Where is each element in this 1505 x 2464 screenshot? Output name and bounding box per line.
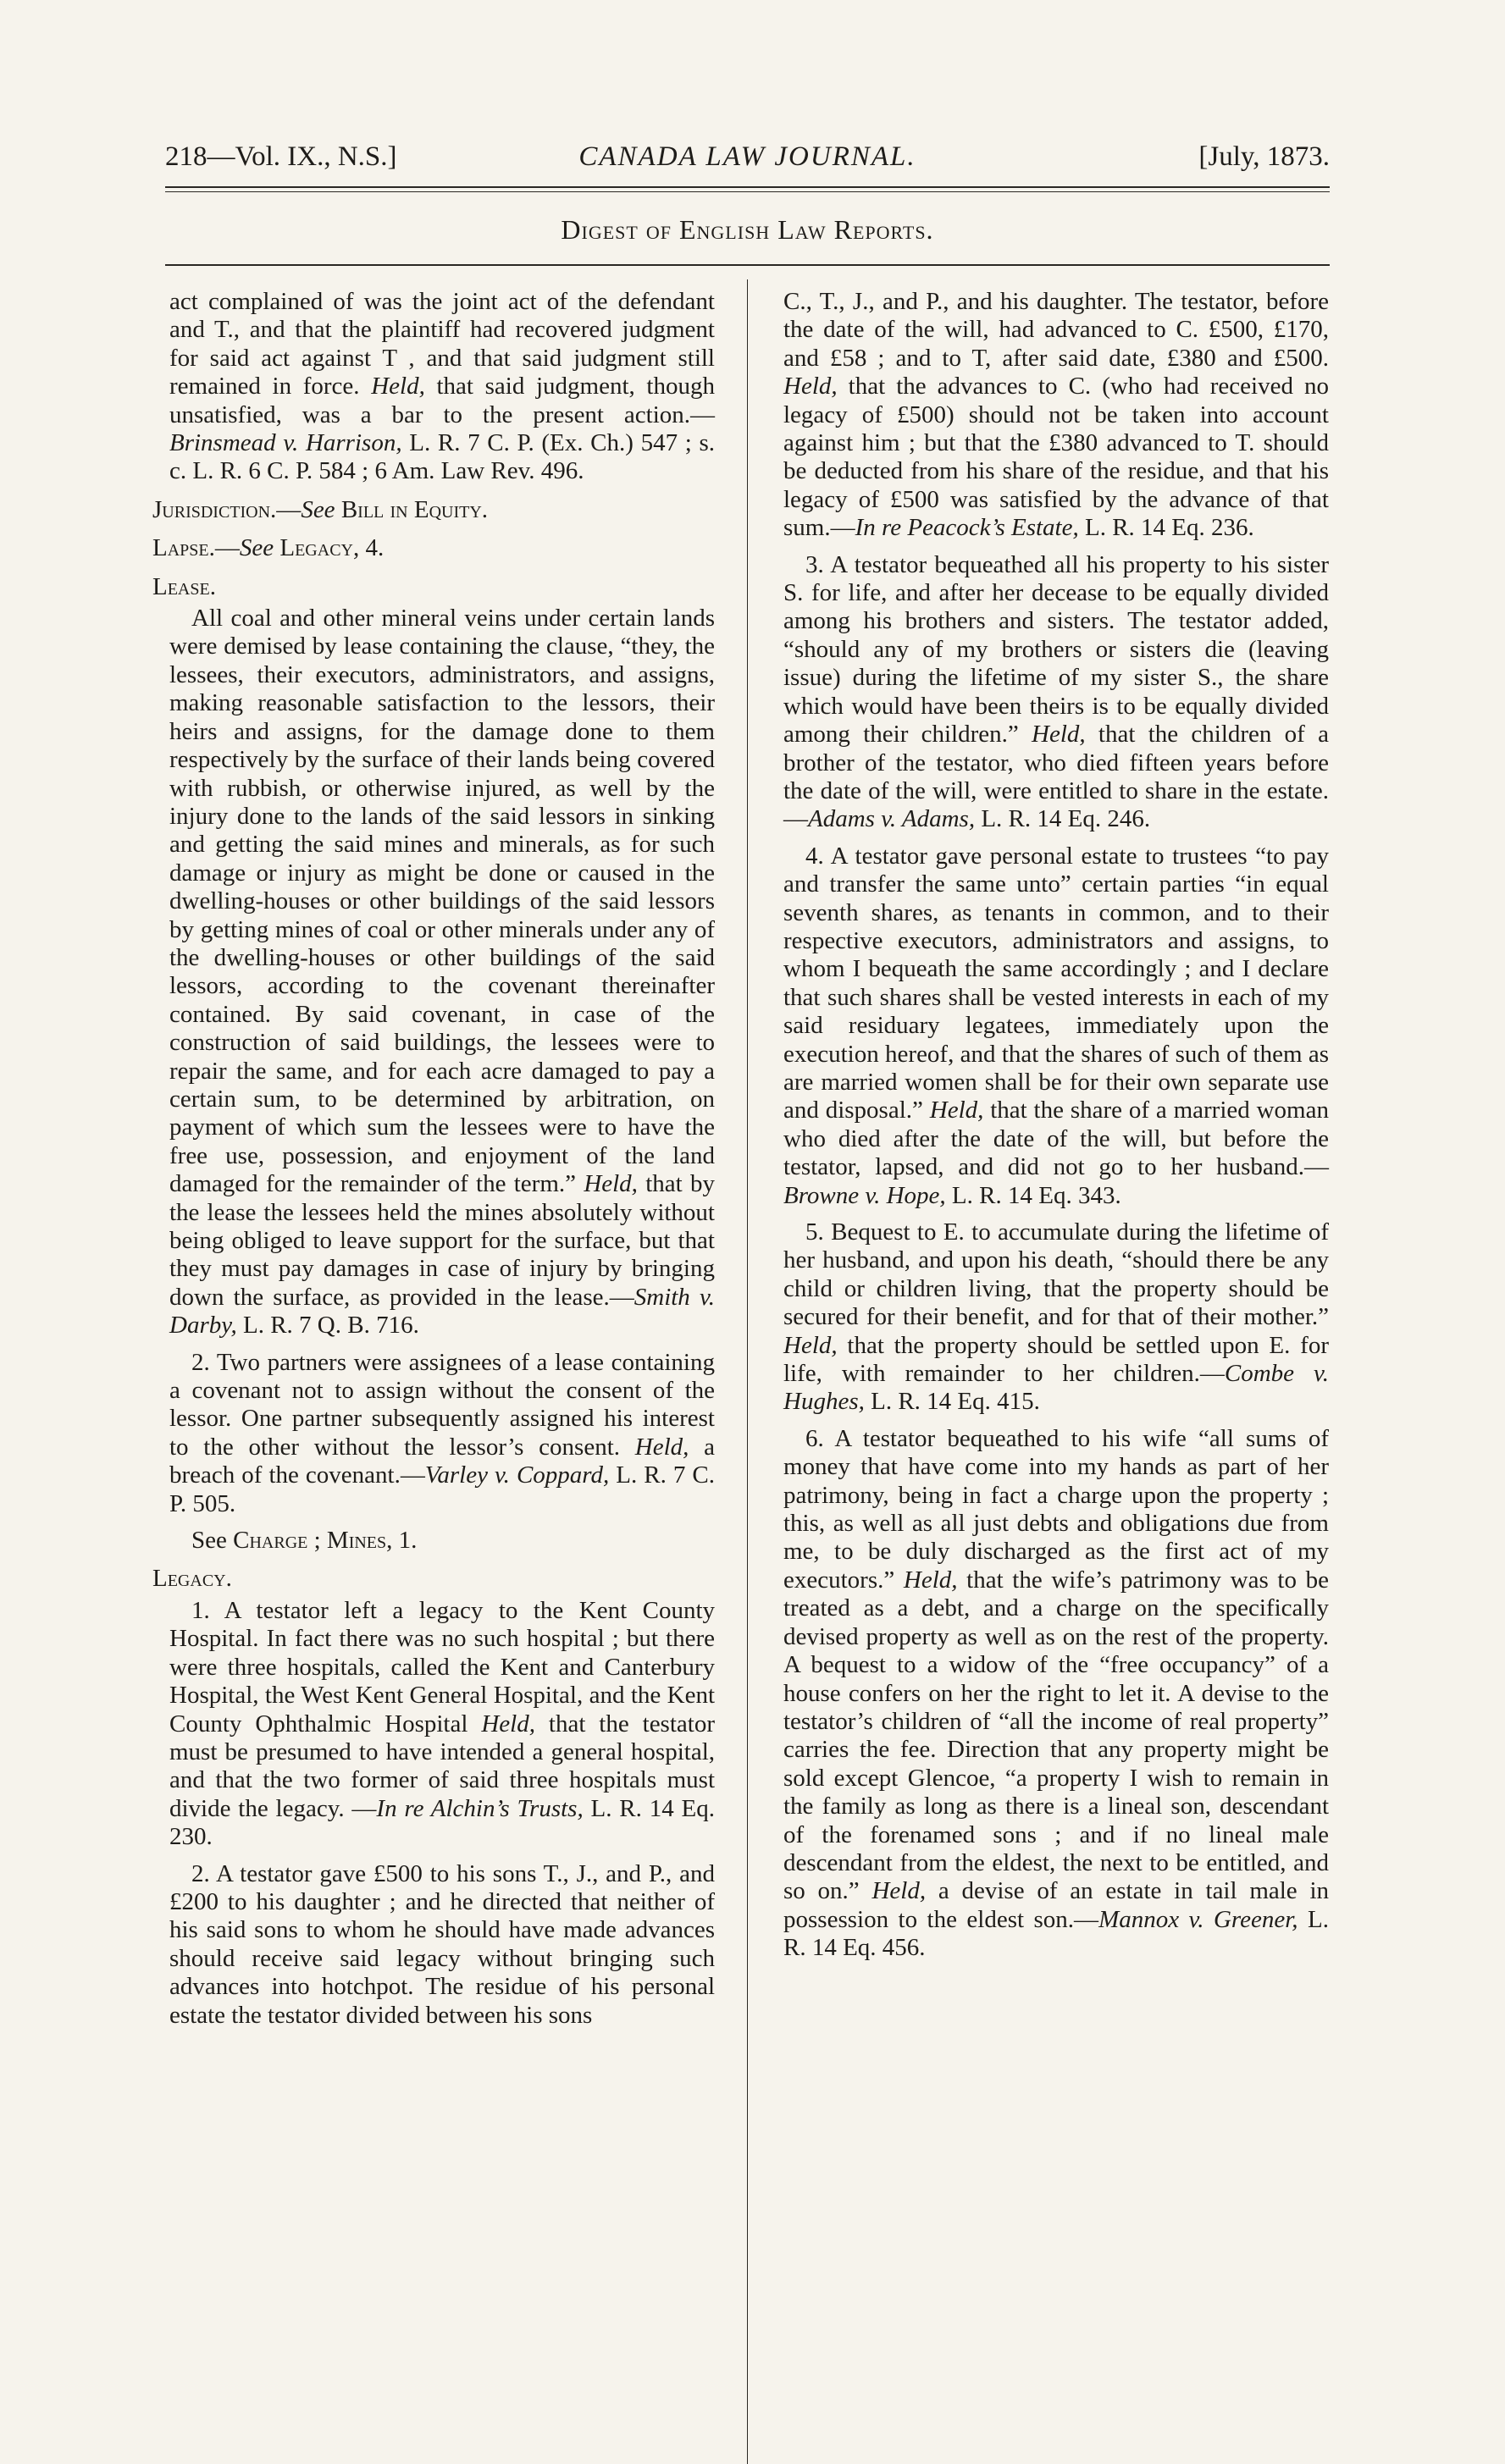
- section-title: Digest of English Law Reports.: [561, 214, 934, 245]
- legacy-entry-2: 2. A testator gave £500 to his sons T., J., and P., and £200 to his daughter ; and he directed that neither of his said sons to whom he should have made advances should receive said legacy without bringing such advances into hotchpot. The residue of his personal estate the testator divided between his sons: [169, 1859, 715, 2029]
- legacy-entry-4: 4. A testator gave personal estate to trustees “to pay and transfer the same unto” certain parties “in equal seventh shares, as tenants in common, and to their respective executors, administrators and assigns, to whom I bequeath the same accordingly ; and I declare that such shares shall be vested interests in each of my said residuary legatees, immediately upon the execution hereof, and that the shares of such of them as are married women shall be for their own separate use and disposal.” Held, that the share of a married woman who died after the date of the will, but before the testator, lapsed, and did not go to her husband.—Browne v. Hope, L. R. 14 Eq. 343.: [783, 842, 1329, 1209]
- running-head: [165, 135, 1330, 178]
- heading-legacy: Legacy.: [152, 1565, 232, 1593]
- heading-jurisdiction: Jurisdiction.—See Bill in Equity.: [152, 495, 489, 523]
- continued-paragraph: act complained of was the joint act of the defendant and T., and that the plaintiff had recovered judgment for said act against T , and that said judgment still remained in force. Held, that said judgment, though unsatisfied, was a bar to the present action.—Brinsmead v. Harrison, L. R. 7 C. P. (Ex. Ch.) 547 ; s. c. L. R. 6 C. P. 584 ; 6 Am. Law Rev. 496.: [169, 288, 716, 485]
- journal-title: CANADA LAW JOURNAL.: [578, 141, 916, 172]
- legacy-entry-1: 1. A testator left a legacy to the Kent County Hospital. In fact there was no such hospital ; but there were three hospitals, called the Kent and Canterbury Hospital, the West Kent General Hospital, and the Kent County Ophthalmic Hospital Held, that the testator must be presumed to have intended a general hospital, and that the two former of said three hospitals must divide the legacy. —In re Alchin’s Trusts, L. R. 14 Eq. 230.: [169, 1596, 716, 1851]
- legacy-entry-5: 5. Bequest to E. to accumulate during the lifetime of her husband, and upon his death, “should there be any child or children living, that the property should be secured for their benefit, and for that of their mother.” Held, that the property should be settled upon E. for life, with remainder to her children.—Combe v. Hughes, L. R. 14 Eq. 415.: [783, 1218, 1329, 1416]
- heading-lease: Lease.: [152, 572, 216, 600]
- legacy-entry-6: 6. A testator bequeathed to his wife “all sums of money that have come into my hands as part of her patrimony, being in fact a charge upon the property ; this, as well as all just debts and obligations due from me, to be duly discharged as the first act of my executors.” Held, that the wife’s patrimony was to be treated as a debt, and a charge on the specifically devised property as well as on the rest of the property. A bequest to a widow of the “free occupancy” of a house confers on her the right to let it. A devise to the testator’s children of “all the income of real property” carries the fee. Direction that any property might be sold except Glencoe, “a property I wish to remain in the family as long as there is a lineal son, descendant of the forenamed sons ; and if no lineal male descendant from the eldest, the next to be entitled, and so on.” Held, a devise of an estate in tail male in possession to the eldest son.—Mannox v. Greener, L. R. 14 Eq. 456.: [783, 1424, 1329, 1962]
- heading-lapse: Lapse.—See Legacy, 4.: [152, 534, 385, 562]
- section-rule: [165, 264, 1330, 266]
- issue-date: [July, 1873.: [1198, 141, 1330, 172]
- page-number: 218—Vol. IX., N.S.]: [165, 141, 397, 172]
- lease-see-also: See Charge ; Mines, 1.: [191, 1527, 418, 1555]
- legacy-entry-2-continued: C., T., J., and P., and his daughter. The testator, before the date of the will, had advanced to C. £500, £170, and £58 ; and to T, after said date, £380 and £500. Held, that the advances to C. (who had received no legacy of £500) should not be taken into account against him ; but that the £380 advanced to T. should be deducted from his share of the residue, and that his legacy of £500 was satisfied by the advance of that sum.—In re Peacock’s Estate, L. R. 14 Eq. 236.: [783, 288, 1329, 542]
- lease-entry-2: 2. Two partners were assignees of a lease containing a covenant not to assign without the consent of the lessor. One partner subsequently assigned his interest to the other without the lessor’s consent. Held, a breach of the covenant.—Varley v. Coppard, L. R. 7 C. P. 505.: [169, 1348, 716, 1517]
- right-column: [783, 288, 1329, 1971]
- left-column: [152, 288, 716, 2038]
- header-double-rule: [165, 186, 1330, 192]
- lease-entry-1: All coal and other mineral veins under certain lands were demised by lease containing the clause, “they, the lessees, their executors, administrators, and assigns, making reasonable satisfaction to the lessors, their heirs and assigns, for the damage done to them respectively by the surface of their lands being covered with rubbish, or otherwise injured, as well by the injury done to the lands of the said lessors in sinking and getting the said mines and minerals, as for such damage or injury as might be done or caused in the dwelling-houses or other buildings of the said lessors by getting mines of coal or other minerals under any of the dwelling-houses or other buildings of the said lessors, according to the covenant thereinafter contained. By said covenant, in case of the construction of said buildings, the lessees were to repair the same, and for each acre damaged to pay a certain sum, to be determined by arbitration, on payment of which sum the lessees were to have the free use, possession, and enjoyment of the land damaged for the remainder of the term.” Held, that by the lease the lessees held the mines absolutely without being obliged to leave support for the surface, but that they must pay damages in case of injury by bringing down the surface, as provided in the lease.—Smith v. Darby, L. R. 7 Q. B. 716.: [169, 605, 715, 1340]
- legacy-entry-3: 3. A testator bequeathed all his property to his sister S. for life, and after her decease to be equally divided among his brothers and sisters. The testator added, “should any of my brothers or sisters die (leaving issue) during the lifetime of my sister S., the share which would have been theirs is to be equally divided among their children.” Held, that the children of a brother of the testator, who died fifteen years before the date of the will, were entitled to share in the estate.—Adams v. Adams, L. R. 14 Eq. 246.: [783, 550, 1329, 833]
- column-divider: [747, 279, 748, 2464]
